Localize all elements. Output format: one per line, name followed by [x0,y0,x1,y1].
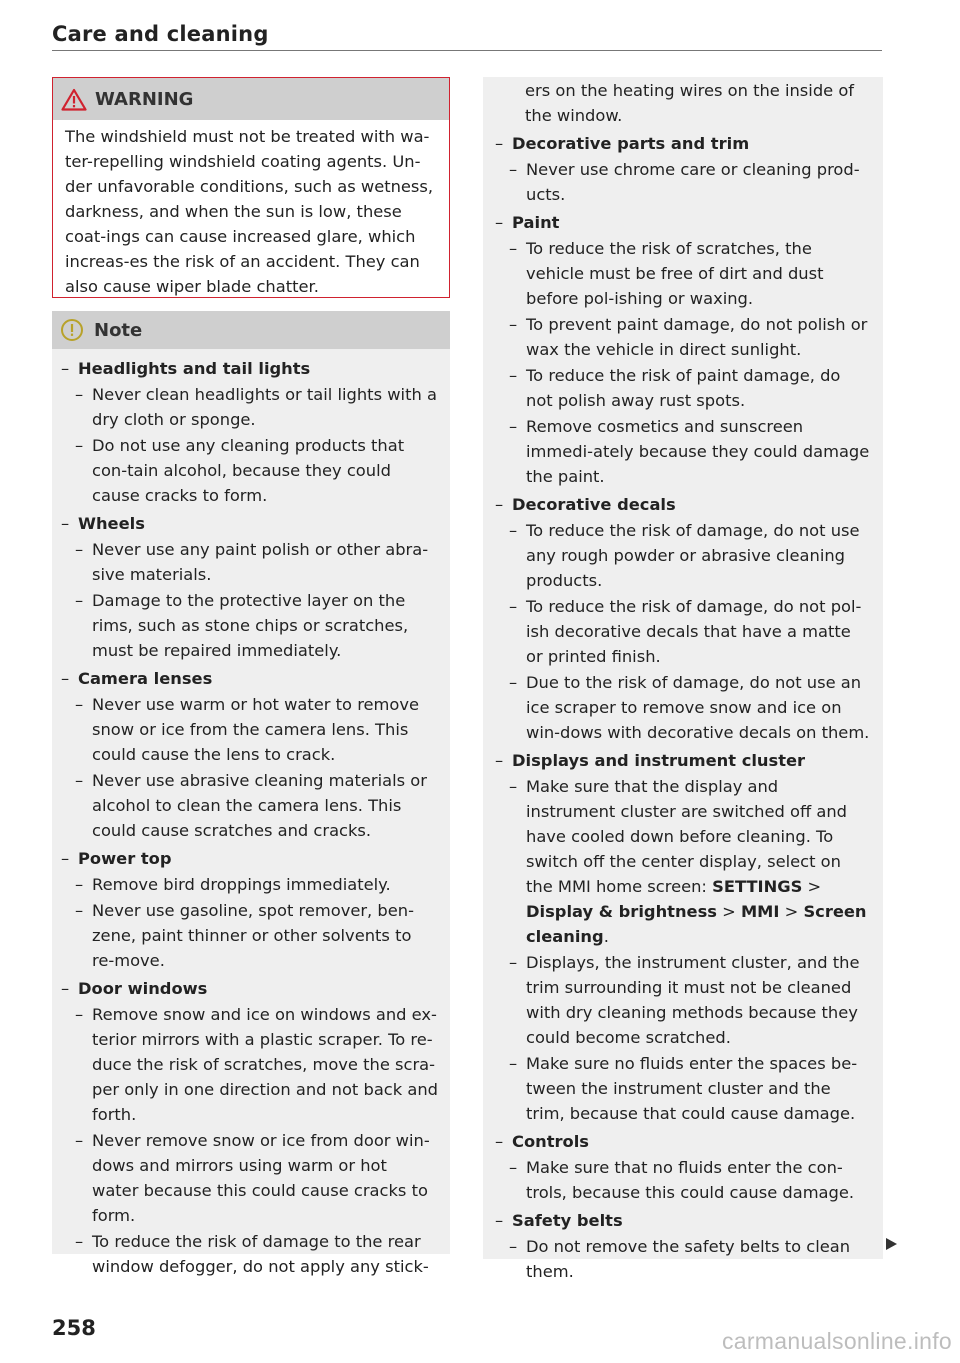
sentence-end: . [603,927,609,946]
list-item: – Make sure that no fluids enter the con-trols, because this could cause damage. [495,1155,871,1205]
note-item-displays [495,748,871,1126]
note-item-controls [495,1129,871,1205]
watermark: carmanualsonline.info [721,1328,952,1354]
warning-header [53,78,449,120]
note-item-door-windows [61,976,438,1279]
menu-path-separator: > [716,902,741,921]
list-item: – Remove bird droppings immediately. [61,872,438,897]
list-item [495,774,871,949]
note-item-decorative-parts [495,131,871,207]
bullet-text: Make sure that the display and instrument cluster are switched off and have cooled down before cleaning. To switch off the center display, select on the MMI home screen: [526,777,848,896]
note-title: Note [94,319,143,341]
item-heading: – Wheels [61,511,438,536]
menu-path-mmi: MMI [740,902,780,921]
menu-path-separator: > [802,877,822,896]
menu-path-separator: > [779,902,804,921]
note-item-paint [495,210,871,489]
list-item: – Never use any paint polish or other abra-sive materials. [61,537,438,587]
list-item: – To reduce the risk of damage, do not use any rough powder or abrasive cleaning products. [495,518,871,593]
page-header-title: Care and cleaning [52,22,269,46]
header-divider [52,50,882,51]
note-item-power-top [61,846,438,973]
list-item: – To reduce the risk of damage, do not pol-ish decorative decals that have a matte or printed finish. [495,594,871,669]
page-number: 258 [52,1316,96,1340]
warning-box [52,77,450,298]
list-item: – Due to the risk of damage, do not use an ice scraper to remove snow and ice on win-dows with decorative decals on them. [495,670,871,745]
list-item: – Remove snow and ice on windows and ex-terior mirrors with a plastic scraper. To re-duce the risk of scratches, move the scra-per only in one direction and not back and forth. [61,1002,438,1127]
menu-path-settings: SETTINGS [712,877,803,896]
note-continuation-box [483,77,883,1281]
list-item: – Damage to the protective layer on the rims, such as stone chips or scratches, must be repaired immediately. [61,588,438,663]
note-item-wheels [61,511,438,663]
list-item: – Do not remove the safety belts to clean them. [495,1234,871,1284]
list-item: – Make sure no fluids enter the spaces be-tween the instrument cluster and the trim, because that could cause damage. [495,1051,871,1126]
item-heading: – Safety belts [495,1208,871,1233]
info-circle-icon [60,318,84,342]
note-item-decorative-decals [495,492,871,745]
warning-text: The windshield must not be treated with wa-ter-repelling windshield coating agents. Un-der unfavorable conditions, such as wetness, darkness, and when the sun is low, these coat-ings can cause increased glare, which increas-es the risk of an accident. They can also cause wiper blade chatter. [65,127,434,296]
list-item: – Displays, the instrument cluster, and the trim surrounding it must not be cleaned with dry cleaning methods because they could become scratched. [495,950,871,1050]
note-item-safety-belts [495,1208,871,1284]
warning-title: WARNING [95,88,194,110]
list-item: – Remove cosmetics and sunscreen immedi-ately because they could damage the paint. [495,414,871,489]
continuation-text: ers on the heating wires on the inside of the window. [525,81,855,125]
list-item: – Never use gasoline, spot remover, ben-zene, paint thinner or other solvents to re-move. [61,898,438,973]
item-heading: – Power top [61,846,438,871]
note-item-headlights [61,356,438,508]
item-heading: – Decorative decals [495,492,871,517]
item-heading: – Displays and instrument cluster [495,748,871,773]
menu-path-display-brightness: Display & brightness [526,902,717,921]
list-item: – To reduce the risk of damage to the rear window defogger, do not apply any stick- [61,1229,438,1279]
warning-triangle-icon [61,88,87,111]
note-header [52,311,450,349]
item-heading: – Decorative parts and trim [495,131,871,156]
note-box [52,311,450,1276]
list-item: – To prevent paint damage, do not polish or wax the vehicle in direct sunlight. [495,312,871,362]
list-item: – Never use chrome care or cleaning prod-ucts. [495,157,871,207]
list-item: – Never clean headlights or tail lights with a dry cloth or sponge. [61,382,438,432]
item-heading: – Camera lenses [61,666,438,691]
list-item: – Never remove snow or ice from door win-dows and mirrors using warm or hot water because this could cause cracks to form. [61,1128,438,1228]
item-heading: – Door windows [61,976,438,1001]
list-item: – To reduce the risk of scratches, the vehicle must be free of dirt and dust before pol-ishing or waxing. [495,236,871,311]
menu-path-screen-cleaning: Screen cleaning [526,902,867,946]
list-item: – To reduce the risk of paint damage, do not polish away rust spots. [495,363,871,413]
item-heading: – Headlights and tail lights [61,356,438,381]
list-item: – Never use abrasive cleaning materials or alcohol to clean the camera lens. This could cause scratches and cracks. [61,768,438,843]
list-item: – Do not use any cleaning products that con-tain alcohol, because they could cause cracks to form. [61,433,438,508]
item-heading: – Controls [495,1129,871,1154]
note-item-camera-lenses [61,666,438,843]
list-item: – Never use warm or hot water to remove snow or ice from the camera lens. This could cause the lens to crack. [61,692,438,767]
item-heading: – Paint [495,210,871,235]
next-page-arrow-icon [886,1238,897,1250]
